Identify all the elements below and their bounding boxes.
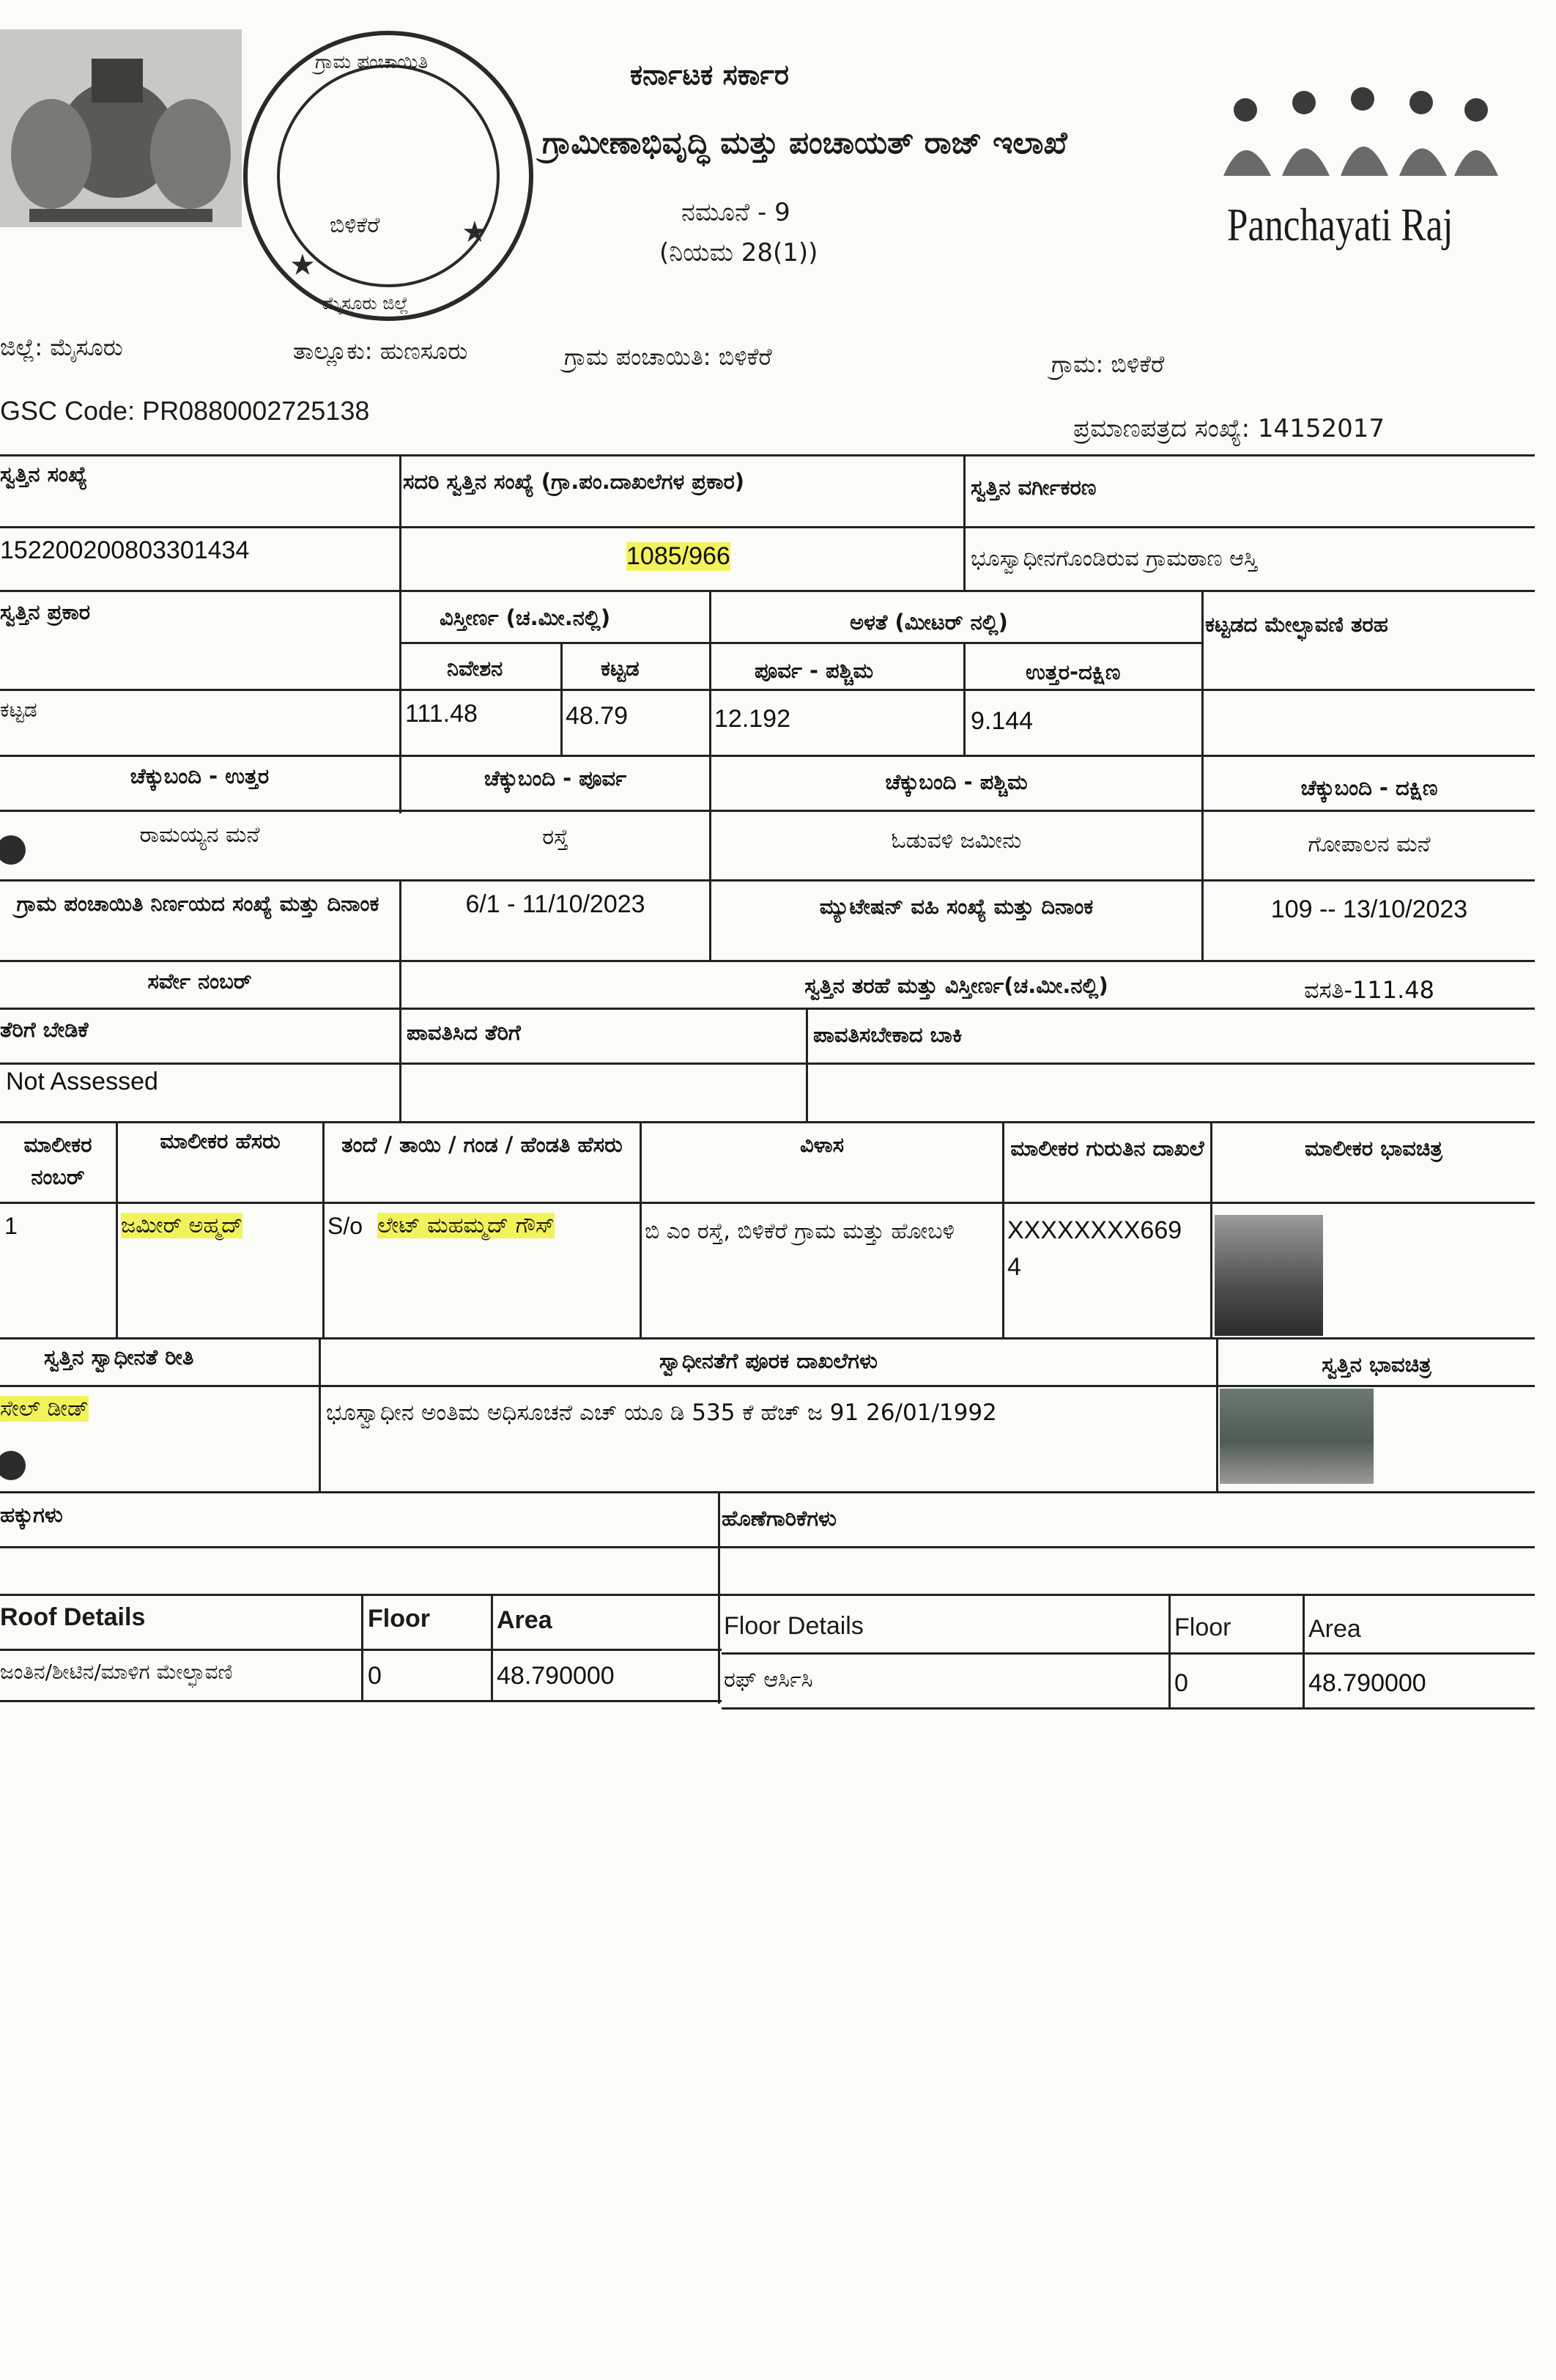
rule [399, 642, 1201, 644]
svg-text:★: ★ [289, 248, 316, 282]
roof-type-label: ಕಟ್ಟಡದ ಮೇಲ್ಛಾವಣಿ ತರಹ [1205, 612, 1388, 637]
rule [806, 1008, 808, 1121]
rule-number: (ನಿಯಮ 28(1)) [659, 238, 818, 267]
seal-top-text: ಗ್ರಾಮ ಪಂಚಾಯಿತಿ [315, 51, 429, 73]
roof-details-title: Roof Details [0, 1603, 146, 1631]
rule [399, 454, 401, 813]
area-label: ವಿಸ್ತೀರ್ಣ (ಚ.ಮೀ.ನಲ್ಲಿ) [440, 605, 611, 630]
owner-relation-prefix: S/o [327, 1213, 363, 1239]
boundary-east-label: ಚೆಕ್ಕುಬಂದಿ - ಪೂರ್ವ [484, 766, 627, 791]
rule [0, 1008, 1535, 1010]
nature-area-label: ಸ್ವತ್ತಿನ ತರಹೆ ಮತ್ತು ವಿಸ್ತೀರ್ಣ(ಚ.ಮೀ.ನಲ್ಲಿ) [804, 973, 1108, 998]
panchayati-raj-logo [1216, 81, 1502, 198]
owner-name-header: ಮಾಲೀಕರ ಹೆಸರು [160, 1128, 281, 1153]
rule [0, 755, 1535, 757]
owner-relation-name: ಲೇಟ್ ಮಹಮ್ಮದ್ ಗೌಸ್ [377, 1213, 555, 1238]
district: ಜಿಲ್ಲೆ: ಮೈಸೂರು [0, 333, 123, 361]
owner-number-header: ಮಾಲೀಕರ ನಂಬರ್ [23, 1132, 92, 1189]
rule [0, 960, 1535, 962]
owner-photo-header: ಮಾಲೀಕರ ಭಾವಚಿತ್ರ [1305, 1136, 1442, 1161]
building-label: ಕಟ್ಟಡ [601, 656, 640, 681]
boundary-west-value: ಓಡುವಳಿ ಜಮೀನು [891, 828, 1022, 854]
roof-type-value: ಜಂತಿನ/ಶೀಟಿನ/ಮಾಳಿಗ ಮೇಲ್ಛಾವಣಿ [0, 1660, 233, 1684]
roof-area-header: Area [497, 1606, 552, 1634]
property-photo-label: ಸ್ವತ್ತಿನ ಭಾವಚಿತ್ರ [1322, 1352, 1431, 1377]
punch-hole [0, 1451, 26, 1480]
floor-area-header: Area [1308, 1615, 1361, 1643]
site-label: ನಿವೇಶನ [447, 656, 503, 681]
rule [361, 1594, 363, 1700]
boundary-north-value: ರಾಮಯ್ಯನ ಮನೆ [139, 822, 260, 848]
gp-resolution-value: 6/1 - 11/10/2023 [465, 890, 645, 918]
certificate-number: ಪ್ರಮಾಣಪತ್ರದ ಸಂಖ್ಯೆ: 14152017 [1073, 414, 1385, 443]
property-type-label: ಸ್ವತ್ತಿನ ಪ್ರಕಾರ [0, 599, 91, 624]
site-area-value: 111.48 [405, 700, 478, 728]
property-id-value: 152200200803301434 [0, 536, 250, 564]
owner-id-header: ಮಾಲೀಕರ ಗುರುತಿನ ದಾಖಲೆ [1010, 1136, 1204, 1161]
roof-floor-header: Floor [368, 1605, 430, 1633]
seal-middle-text: ಬಿಳಿಕೆರೆ [330, 212, 380, 238]
rule [491, 1594, 493, 1700]
svg-text:★: ★ [462, 215, 488, 249]
floor-details-title: Floor Details [724, 1612, 864, 1640]
mutation-label: ಮ್ಯುಟೇಷನ್ ವಹಿ ಸಂಖ್ಯೆ ಮತ್ತು ದಿನಾಂಕ [819, 894, 1094, 919]
punch-hole [0, 835, 26, 865]
rule [1303, 1594, 1305, 1707]
owner-number: 1 [4, 1213, 18, 1239]
boundary-south-label: ಚೆಕ್ಕುಬಂದಿ - ದಕ್ಷಿಣ [1300, 775, 1438, 800]
rule [722, 1707, 1535, 1710]
department-title: ಗ್ರಾಮೀಣಾಭಿವೃದ್ಧಿ ಮತ್ತು ಪಂಚಾಯತ್ ರಾಜ್ ಇಲಾಖೆ [542, 125, 1067, 160]
north-south-value: 9.144 [971, 707, 1034, 735]
local-number-label: ಸದರಿ ಸ್ವತ್ತಿನ ಸಂಖ್ಯೆ (ಗ್ರಾ.ಪಂ.ದಾಖಲೆಗಳ ಪ್ರಕಾರ) [403, 469, 745, 494]
rule [0, 810, 1535, 812]
owner-photo [1215, 1215, 1323, 1336]
property-id-label: ಸ್ವತ್ತಿನ ಸಂಖ್ಯೆ [0, 462, 88, 487]
rule [0, 454, 1535, 457]
seal-bottom-text: ಮೈಸೂರು ಜಿಲ್ಲೆ [322, 293, 409, 314]
rule [0, 1121, 1535, 1123]
taluk: ತಾಲ್ಲೂಕು: ಹುಣಸೂರು [293, 337, 468, 365]
rule [0, 526, 1535, 528]
rule [0, 1491, 1535, 1493]
panchayat-seal [234, 22, 542, 330]
survey-number-label: ಸರ್ವೇ ನಂಬರ್ [147, 969, 252, 994]
rule [722, 1652, 1535, 1655]
roof-area-value: 48.790000 [497, 1662, 615, 1690]
classification-value: ಭೂಸ್ವಾಧೀನಗೊಂಡಿರುವ ಗ್ರಾಮಠಾಣ ಆಸ್ತಿ [971, 546, 1258, 572]
ownership-mode-value: ಸೇಲ್ ಡೀಡ್ [0, 1396, 89, 1422]
property-type-value: ಕಟ್ಟಡ [0, 698, 37, 722]
tax-paid-label: ಪಾವತಿಸಿದ ತೆರಿಗೆ [407, 1020, 521, 1045]
form-number: ನಮೂನೆ - 9 [681, 198, 790, 227]
boundary-west-label: ಚೆಕ್ಕುಬಂದಿ - ಪಶ್ಚಿಮ [885, 769, 1028, 794]
east-west-value: 12.192 [714, 705, 790, 733]
tax-balance-label: ಪಾವತಿಸಬೇಕಾದ ಬಾಕಿ [813, 1022, 963, 1047]
ownership-docs-value: ಭೂಸ್ವಾಧೀನ ಅಂತಿಮ ಅಧಿಸೂಚನೆ ಎಚ್ ಯೂ ಡಿ 535 ಕೆ ಹೆಚ್ ಜ 91 26/01/1992 [326, 1400, 997, 1426]
ownership-docs-label: ಸ್ವಾಧೀನತೆಗೆ ಪೂರಕ ದಾಖಲೆಗಳು [659, 1348, 878, 1373]
gram-panchayat: ಗ್ರಾಮ ಪಂಚಾಯಿತಿ: ಬಿಳಿಕೆರೆ [564, 343, 772, 371]
rule [0, 1062, 1535, 1065]
rights-label: ಹಕ್ಕುಗಳು [0, 1502, 63, 1527]
government-title: ಕರ್ನಾಟಕ ಸರ್ಕಾರ [630, 59, 789, 91]
tax-demand-value: Not Assessed [6, 1068, 158, 1095]
rule [0, 1546, 1535, 1548]
east-west-label: ಪೂರ್ವ - ಪಶ್ಚಿಮ [755, 658, 874, 683]
owner-address: ಬಿ ಎಂ ರಸ್ತೆ, ಬಿಳಿಕೆರೆ ಗ್ರಾಮ ಮತ್ತು ಹೋಬಳಿ [645, 1219, 955, 1244]
panchayati-raj-logo-text: Panchayati Raj [1227, 199, 1453, 251]
tax-demand-label: ತೆರಿಗೆ ಬೇಡಿಕೆ [0, 1017, 89, 1042]
floor-type-value: ರಫ್ ಆರ್ಸಿಸಿ [724, 1667, 813, 1693]
rule [0, 1385, 1535, 1387]
roof-floor-value: 0 [368, 1662, 382, 1690]
liabilities-label: ಹೊಣೆಗಾರಿಕೆಗಳು [722, 1506, 837, 1531]
owner-name: ಜಮೀರ್ ಅಹ್ಮದ್ [121, 1213, 243, 1238]
gsc-code: GSC Code: PR0880002725138 [0, 396, 370, 426]
owner-id-line1: XXXXXXXX669 [1007, 1216, 1182, 1244]
boundary-east-value: ರಸ್ತೆ [542, 824, 568, 850]
measurement-label: ಅಳತೆ (ಮೀಟರ್ ನಲ್ಲಿ) [850, 610, 1008, 635]
owner-relation-header: ತಂದೆ / ತಾಯಿ / ಗಂಡ / ಹೆಂಡತಿ ಹೆಸರು [341, 1132, 623, 1157]
rule [560, 642, 563, 755]
rule [963, 642, 966, 755]
gp-resolution-label: ಗ್ರಾಮ ಪಂಚಾಯಿತಿ ನಿರ್ಣಯದ ಸಂಖ್ಯೆ ಮತ್ತು ದಿನಾಂಕ [16, 891, 379, 916]
rule [0, 1202, 1535, 1204]
owner-id-line2: 4 [1007, 1253, 1021, 1281]
floor-floor-value: 0 [1174, 1669, 1188, 1697]
classification-label: ಸ್ವತ್ತಿನ ವರ್ಗೀಕರಣ [971, 475, 1097, 500]
rule [0, 879, 1535, 882]
property-photo [1220, 1389, 1374, 1484]
state-emblem [0, 29, 242, 227]
ownership-mode-label: ಸ್ವತ್ತಿನ ಸ್ವಾಧೀನತೆ ರೀತಿ [44, 1345, 194, 1370]
north-south-label: ಉತ್ತರ-ದಕ್ಷಿಣ [1026, 659, 1121, 684]
rule [963, 454, 966, 590]
nature-area-value: ವಸತಿ-111.48 [1303, 976, 1434, 1004]
owner-address-header: ವಿಳಾಸ [799, 1132, 845, 1157]
rule [0, 1337, 1535, 1339]
rule [718, 1491, 720, 1594]
village: ಗ್ರಾಮ: ಬಿಳಿಕೆರೆ [1051, 350, 1165, 378]
rule [1168, 1594, 1171, 1707]
rule [0, 689, 1535, 691]
mutation-value: 109 -- 13/10/2023 [1270, 895, 1468, 923]
rule [0, 1700, 722, 1702]
rule [718, 1594, 720, 1704]
boundary-north-label: ಚೆಕ್ಕುಬಂದಿ - ಉತ್ತರ [130, 764, 270, 788]
rule [0, 590, 1535, 592]
building-area-value: 48.79 [566, 702, 629, 730]
floor-area-value: 48.790000 [1308, 1669, 1426, 1697]
floor-floor-header: Floor [1174, 1614, 1231, 1641]
boundary-south-value: ಗೋಪಾಲನ ಮನೆ [1308, 832, 1431, 857]
local-number-value: 1085/966 [626, 542, 730, 570]
